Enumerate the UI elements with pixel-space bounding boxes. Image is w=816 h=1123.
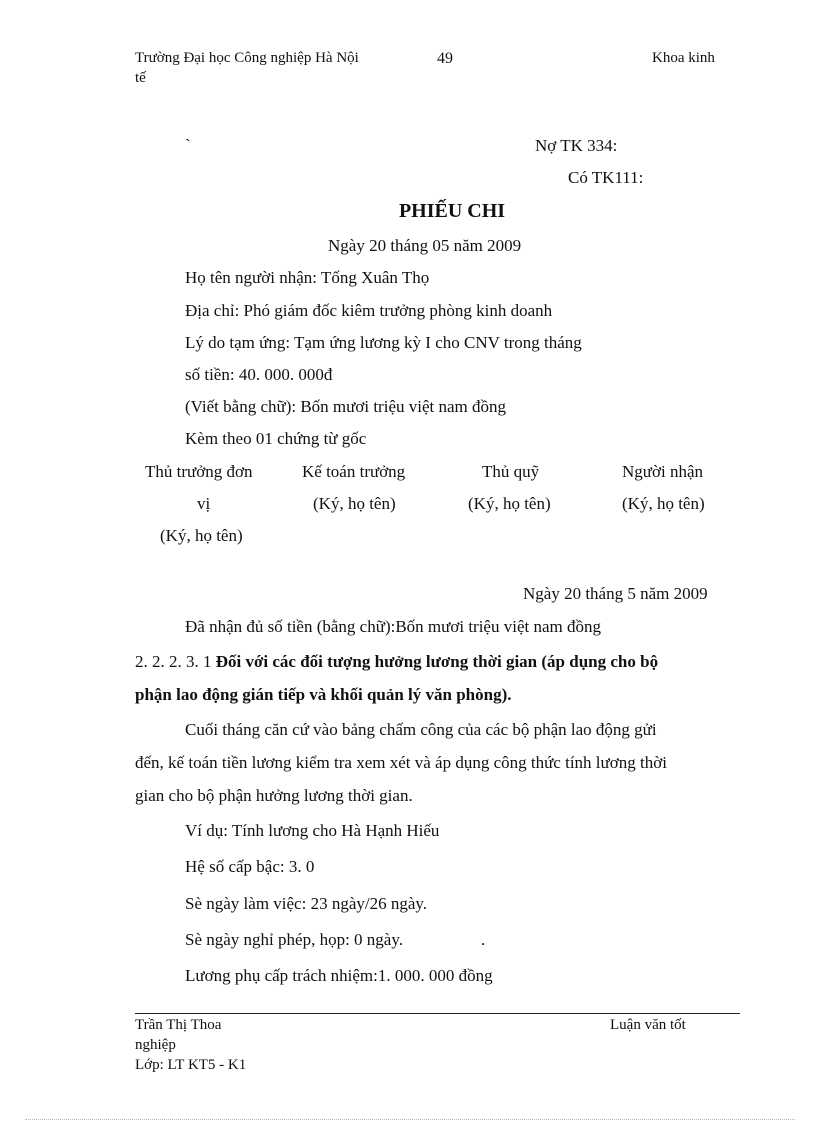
received-date: Ngày 20 tháng 5 năm 2009 bbox=[523, 584, 708, 603]
signature-accountant-title: Kế toán trưởng bbox=[302, 462, 406, 481]
credit-account: Có TK111: bbox=[568, 168, 644, 187]
signature-head-sign: (Ký, họ tên) bbox=[160, 526, 243, 545]
footer-thesis-continued: nghiệp bbox=[135, 1037, 176, 1053]
header-school: Trường Đại học Công nghiệp Hà Nội bbox=[135, 50, 359, 66]
signature-receiver-sign: (Ký, họ tên) bbox=[622, 494, 705, 513]
recipient-address: Địa chỉ: Phó giám đốc kiêm trưởng phòng kinh doanh bbox=[185, 301, 553, 320]
receipt-title-text: PHIẾU CHI bbox=[398, 200, 506, 222]
paragraph-line3: gian cho bộ phận hưởng lương thời gian. bbox=[135, 786, 413, 805]
workdays-line: Sè ngày làm việc: 23 ngày/26 ngày. bbox=[185, 894, 428, 913]
coefficient-line: Hệ số cấp bậc: 3. 0 bbox=[185, 857, 315, 876]
section-number: 2. 2. 2. 3. 1 bbox=[135, 652, 212, 671]
allowance-line: Lương phụ cấp trách nhiệm:1. 000. 000 đồng bbox=[185, 966, 493, 985]
signature-head-title: Thủ trưởng đơn bbox=[145, 462, 253, 481]
receipt-date: Ngày 20 tháng 05 năm 2009 bbox=[328, 236, 522, 255]
footer-divider bbox=[135, 1013, 740, 1014]
paragraph-line2: đến, kế toán tiền lương kiểm tra xem xét và áp dụng công thức tính lương thời bbox=[135, 753, 667, 772]
footer-author: Trần Thị Thoa bbox=[135, 1017, 222, 1033]
advance-reason: Lý do tạm ứng: Tạm ứng lương kỳ I cho CNV trong tháng bbox=[185, 333, 582, 352]
header-faculty: Khoa kinh bbox=[652, 50, 715, 66]
page-number: 49 bbox=[437, 50, 453, 67]
leave-stray-dot: . bbox=[481, 930, 486, 949]
section-heading-line2: phận lao động gián tiếp và khối quản lý văn phòng). bbox=[135, 685, 512, 704]
signature-receiver-title: Người nhận bbox=[622, 462, 703, 481]
footer-class: Lớp: LT KT5 - K1 bbox=[135, 1057, 247, 1073]
amount: số tiền: 40. 000. 000đ bbox=[185, 365, 333, 384]
received-confirmation: Đã nhận đủ số tiền (bằng chữ):Bốn mươi triệu việt nam đồng bbox=[185, 617, 601, 636]
recipient-name: Họ tên người nhận: Tống Xuân Thọ bbox=[185, 268, 430, 287]
signature-accountant-sign: (Ký, họ tên) bbox=[313, 494, 396, 513]
signature-cashier-title: Thủ quỹ bbox=[482, 462, 540, 481]
signature-head-title-cont: vị bbox=[197, 494, 211, 513]
leave-line: Sè ngày nghỉ phép, họp: 0 ngày. bbox=[185, 930, 403, 949]
debit-account: Nợ TK 334: bbox=[535, 136, 618, 155]
receipt-title bbox=[0, 200, 816, 223]
example-line: Ví dụ: Tính lương cho Hà Hạnh Hiếu bbox=[185, 821, 440, 840]
attachment-note: Kèm theo 01 chứng từ gốc bbox=[185, 429, 367, 448]
signature-cashier-sign: (Ký, họ tên) bbox=[468, 494, 551, 513]
amount-in-words: (Viết bằng chữ): Bốn mươi triệu việt nam đồng bbox=[185, 397, 506, 416]
stray-backtick: ` bbox=[185, 136, 191, 155]
header-faculty-continued: tế bbox=[135, 70, 146, 86]
section-heading-bold: Đối với các đối tượng hưởng lương thời gian bbox=[215, 652, 538, 671]
page-bottom-dotted-line bbox=[25, 1119, 795, 1120]
footer-thesis: Luận văn tốt bbox=[610, 1017, 686, 1033]
section-heading-paren: (áp dụng cho bộ bbox=[541, 652, 659, 671]
section-heading-line1 bbox=[135, 652, 658, 672]
paragraph-line1: Cuối tháng căn cứ vào bảng chấm công của các bộ phận lao động gửi bbox=[185, 720, 657, 739]
